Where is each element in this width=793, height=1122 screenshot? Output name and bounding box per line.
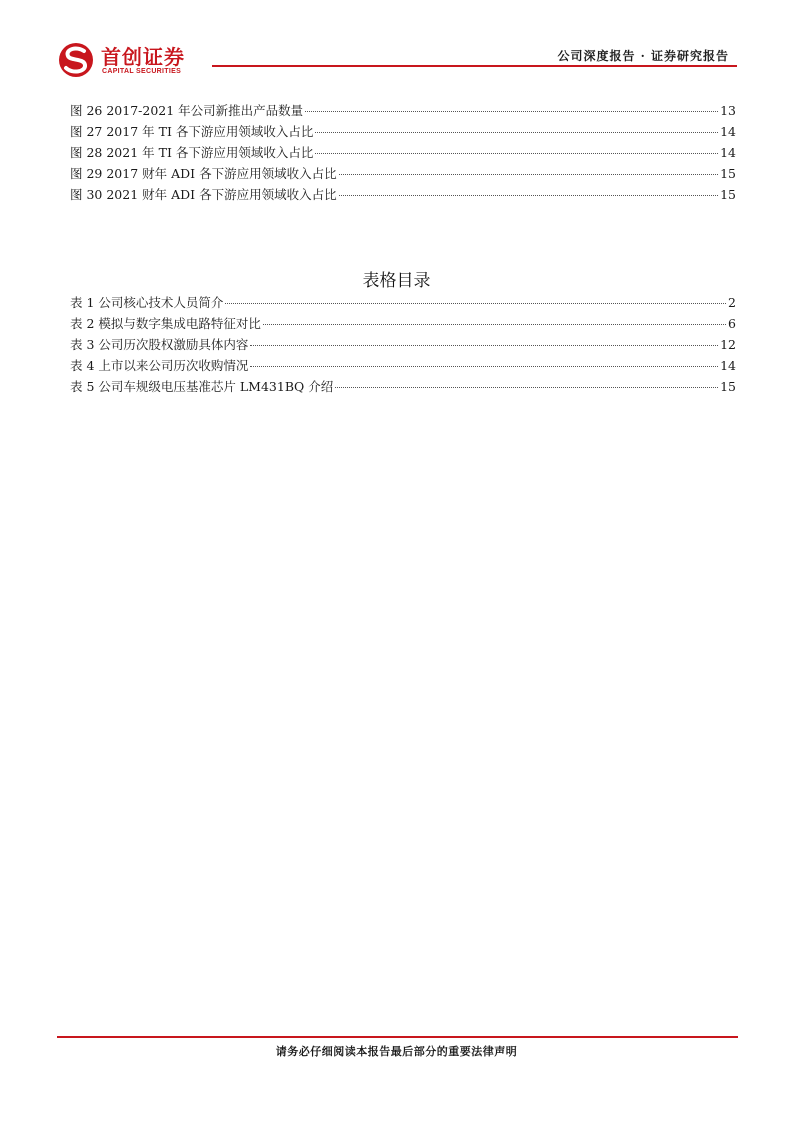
figure-toc-entry[interactable] [70,164,736,184]
table-toc-entry[interactable] [70,314,736,334]
tables-toc-heading: 表格目录 [362,271,431,291]
figure-toc-entry[interactable] [70,143,736,163]
figure-toc-entry[interactable] [70,101,736,121]
dot-leader [250,356,718,367]
figure-toc-entry[interactable] [70,122,736,142]
dot-leader [305,101,718,112]
table-toc-entry[interactable] [70,335,736,355]
figure-toc-entry[interactable] [70,185,736,205]
dot-leader [315,122,718,133]
toc-entry-label: 表 4 上市以来公司历次收购情况 [70,358,249,373]
toc-entry-label: 图 26 2017-2021 年公司新推出产品数量 [70,103,304,118]
toc-entry-page: 12 [720,337,736,352]
toc-entry-label: 表 1 公司核心技术人员简介 [70,295,224,310]
dot-leader [225,293,726,304]
toc-entry-page: 15 [720,379,736,394]
page-header [0,0,793,80]
toc-entry-label: 表 5 公司车规级电压基准芯片 LM431BQ 介绍 [70,379,334,394]
toc-entry-label: 图 27 2017 年 TI 各下游应用领域收入占比 [70,124,314,139]
dot-leader [263,314,726,325]
footer-divider [57,1036,738,1038]
footer-disclaimer: 请务必仔细阅读本报告最后部分的重要法律声明 [275,1045,518,1058]
capital-securities-logo-icon [57,41,97,79]
toc-entry-page: 6 [728,316,736,331]
toc-entry-label: 表 3 公司历次股权激励具体内容 [70,337,249,352]
toc-entry-page: 13 [720,103,736,118]
report-type: 公司深度报告 · 证券研究报告 [557,49,729,63]
company-logo [57,41,207,81]
table-toc-entry[interactable] [70,377,736,397]
brand-name-en: CAPITAL SECURITIES [102,68,182,75]
toc-entry-page: 14 [720,358,736,373]
toc-entry-page: 2 [728,295,736,310]
brand-name-cn: 首创证券 [101,45,185,69]
table-toc-entry[interactable] [70,356,736,376]
toc-entry-label: 图 30 2021 财年 ADI 各下游应用领域收入占比 [70,187,337,202]
table-toc-entry[interactable] [70,293,736,313]
toc-entry-page: 15 [720,187,736,202]
toc-entry-label: 图 28 2021 年 TI 各下游应用领域收入占比 [70,145,314,160]
dot-leader [250,335,718,346]
toc-entry-label: 表 2 模拟与数字集成电路特征对比 [70,316,261,331]
dot-leader [339,185,719,196]
toc-entry-page: 14 [720,124,736,139]
toc-entry-page: 14 [720,145,736,160]
header-divider [212,65,737,67]
toc-entry-label: 图 29 2017 财年 ADI 各下游应用领域收入占比 [70,166,337,181]
dot-leader [339,164,719,175]
toc-entry-page: 15 [720,166,736,181]
dot-leader [335,377,718,388]
dot-leader [315,143,718,154]
